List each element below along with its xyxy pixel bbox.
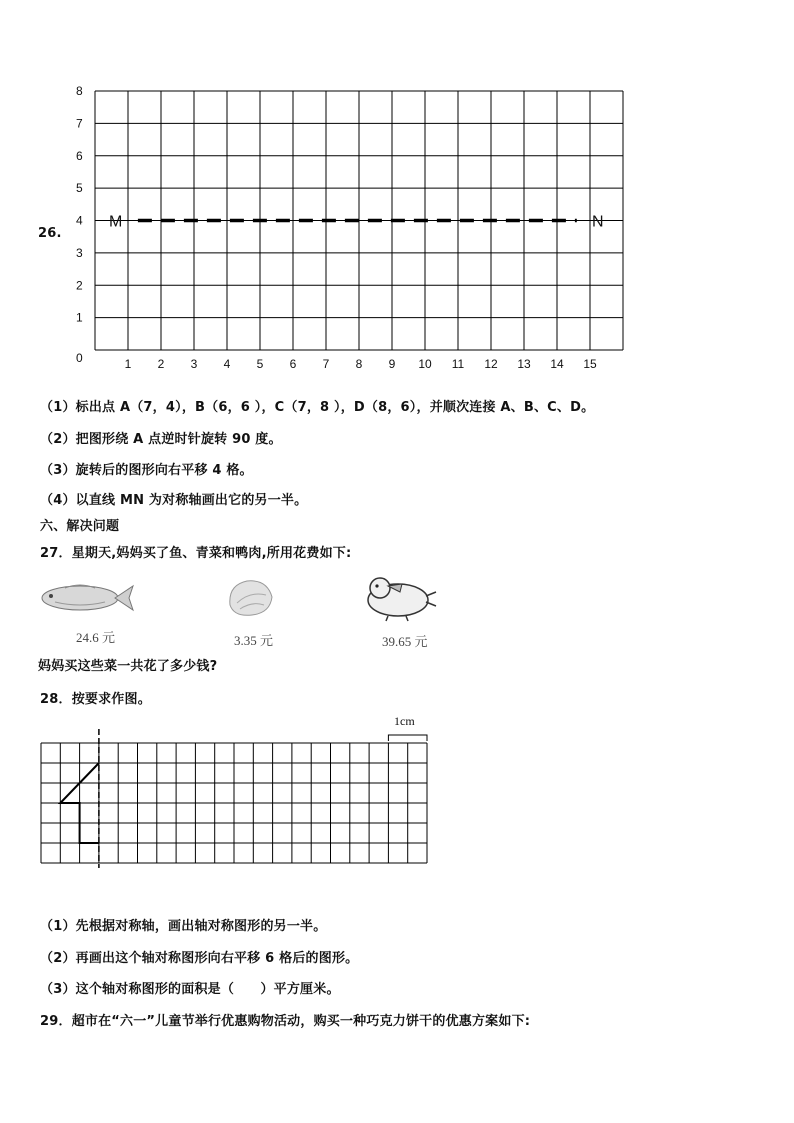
grid28-svg [36,728,436,868]
q28-text: 28．按要求作图。 [40,692,151,707]
y-tick-label: 1 [76,310,83,325]
fish-price: 24.6 元 [76,630,116,645]
x-tick-label: 12 [484,357,498,371]
vegetable-icon [222,575,282,620]
q26-item-1: （1）标出点 A（7，4），B（6，6 ），C（7，8 ），D（8，6），并顺次连接 A、B、C、D。 [40,400,595,415]
section-title: 六、解决问题 [40,519,120,534]
x-tick-label: 3 [190,357,198,371]
scale-label: 1cm [394,714,415,728]
x-tick-label: 4 [223,357,231,371]
grid-svg [60,82,640,377]
x-tick-label: 10 [418,357,432,371]
q28-item-1: （1）先根据对称轴，画出轴对称图形的另一半。 [40,919,327,934]
q26-item-3: （3）旋转后的图形向右平移 4 格。 [40,463,253,478]
x-tick-label: 9 [388,357,396,371]
x-tick-label: 11 [451,357,465,371]
y-tick-label: 2 [76,278,83,293]
y-tick-label: 4 [76,213,83,228]
vegetable-price: 3.35 元 [234,633,274,648]
q28-item-2: （2）再画出这个轴对称图形向右平移 6 格后的图形。 [40,951,359,966]
x-tick-label: 14 [550,357,564,371]
x-tick-label: 1 [124,357,132,371]
q26-item-4: （4）以直线 MN 为对称轴画出它的另一半。 [40,493,308,508]
label-n: N [592,213,604,231]
scale-bracket [388,735,427,741]
y-tick-label: 5 [76,181,83,196]
q26-item-2: （2）把图形绕 A 点逆时针旋转 90 度。 [40,432,282,447]
y-tick-label: 7 [76,116,83,131]
q28-item-3: （3）这个轴对称图形的面积是（ ）平方厘米。 [40,982,340,997]
fish-icon [35,578,135,618]
x-tick-label: 2 [157,357,165,371]
q29-text: 29．超市在“六一”儿童节举行优惠购物活动，购买一种巧克力饼干的优惠方案如下: [40,1014,531,1029]
q27-question: 妈妈买这些菜一共花了多少钱? [38,659,218,674]
duck-image [362,572,442,622]
q27-text: 27．星期天,妈妈买了鱼、青菜和鸭肉,所用花费如下: [40,546,352,561]
fish-image [35,578,135,618]
x-tick-label: 15 [583,357,597,371]
question-number: 26. [38,226,62,241]
y-tick-label: 3 [76,245,83,260]
vegetable-image [222,575,282,620]
duck-price: 39.65 元 [382,634,428,649]
label-m: M [109,213,123,231]
y-tick-label: 0 [76,351,83,365]
x-tick-label: 13 [517,357,531,371]
coordinate-grid [60,82,640,377]
drawing-grid [36,728,436,868]
y-tick-label: 8 [76,84,83,98]
duck-icon [362,572,442,622]
x-tick-label: 7 [322,357,330,371]
y-tick-label: 6 [76,148,83,163]
x-tick-label: 6 [289,357,297,371]
x-tick-label: 5 [256,357,264,371]
x-tick-label: 8 [355,357,363,371]
